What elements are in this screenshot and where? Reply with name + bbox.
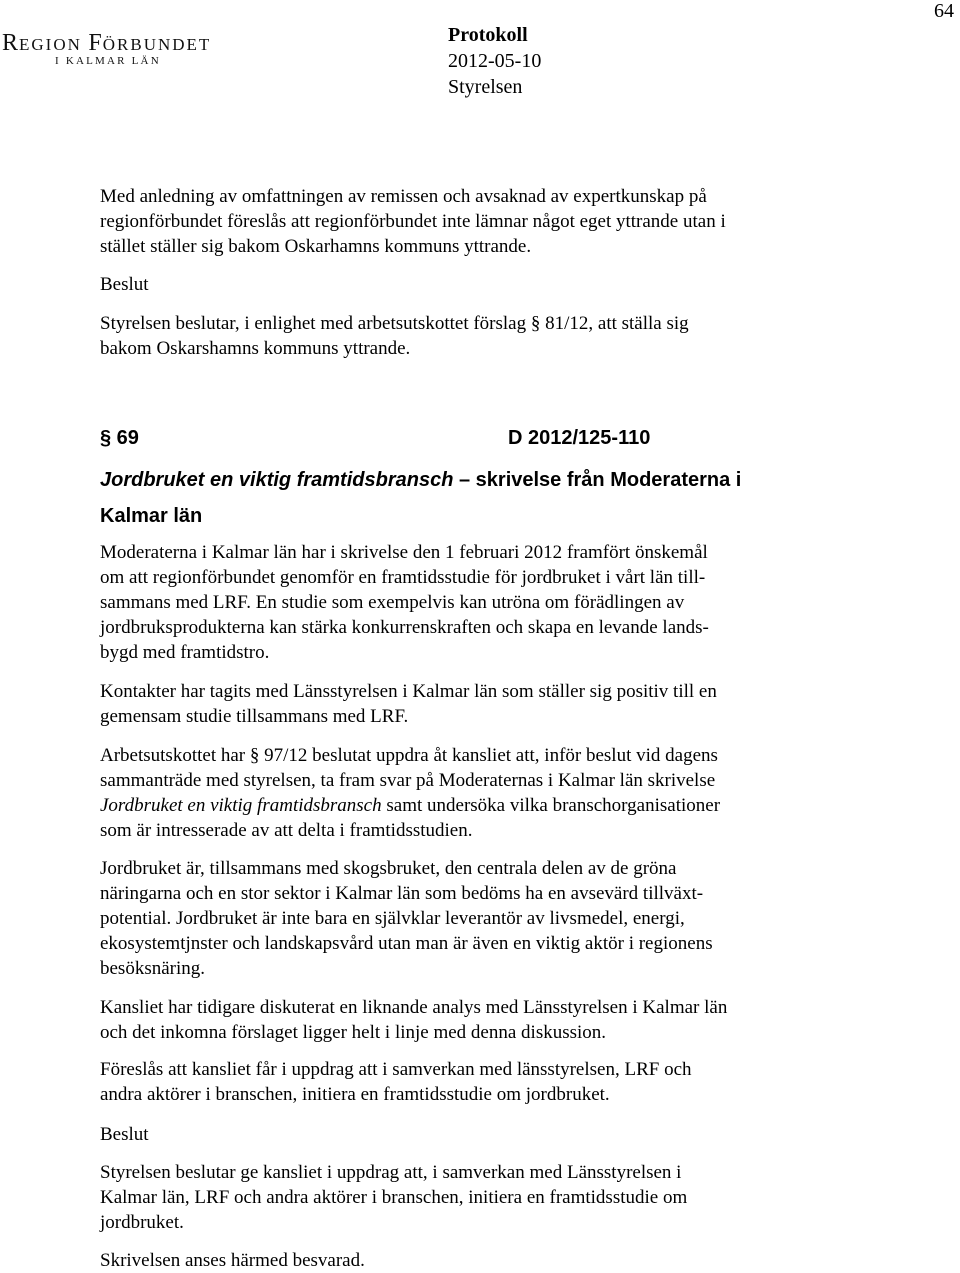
logo-word-orbundet: ÖRBUNDET xyxy=(102,35,212,54)
logo-letter-f: F xyxy=(88,30,103,56)
text-line: stället ställer sig bakom Oskarhamns kommuns yttrande. xyxy=(100,236,532,257)
section-header xyxy=(100,427,700,455)
text-line: Jordbruket är, tillsammans med skogsbruket, den centrala delen av de gröna xyxy=(100,858,677,879)
text-line: jordbruket. xyxy=(100,1212,184,1233)
paragraph-8: Skrivelsen anses härmed besvarad. xyxy=(100,1250,365,1271)
text-line: sammans med LRF. En studie som exempelvis kan utröna om förädlingen av xyxy=(100,592,685,613)
text-line: Kansliet har tidigare diskuterat en liknande analys med Länsstyrelsen i Kalmar län xyxy=(100,997,728,1018)
text-line: Föreslås att kansliet får i uppdrag att i samverkan med länsstyrelsen, LRF och xyxy=(100,1059,692,1080)
text-line: Med anledning av omfattningen av remissen och avsaknad av expertkunskap på xyxy=(100,186,707,207)
text-line: Kalmar län, LRF och andra aktörer i branschen, initiera en framtidsstudie om xyxy=(100,1187,688,1208)
beslut-heading-2: Beslut xyxy=(100,1124,149,1145)
paragraph-5 xyxy=(100,995,860,1045)
paragraph-3 xyxy=(100,743,860,843)
section-title-line2: Kalmar län xyxy=(100,505,203,527)
intro-paragraph xyxy=(100,184,860,259)
diarie-number: D 2012/125-110 xyxy=(508,427,651,449)
logo-word-egion: EGION xyxy=(19,35,82,54)
text-line: Moderaterna i Kalmar län har i skrivelse den 1 februari 2012 framfört önskemål xyxy=(100,542,708,563)
paragraph-4 xyxy=(100,856,860,981)
logo-letter-r: R xyxy=(2,30,20,56)
beslut-heading: Beslut xyxy=(100,274,149,295)
organization-logo xyxy=(2,30,211,57)
text-line: som är intresserade av att delta i framtidsstudien. xyxy=(100,820,473,841)
text-line: om att regionförbundet genomför en framtidsstudie för jordbruket i vårt län till- xyxy=(100,567,706,588)
section-title-rest: – skrivelse från Moderaterna i xyxy=(453,469,742,491)
meeting-date: 2012-05-10 xyxy=(448,50,542,72)
text-span: samt undersöka vilka branschorganisationer xyxy=(381,795,721,816)
section-number: § 69 xyxy=(100,427,139,449)
text-line: och det inkomna förslaget ligger helt i linje med denna diskussion. xyxy=(100,1022,607,1043)
page-number: 64 xyxy=(934,0,954,22)
text-line: andra aktörer i branschen, initiera en framtidsstudie om jordbruket. xyxy=(100,1084,610,1105)
section-title xyxy=(100,462,741,534)
document-title-italic: Jordbruket en viktig framtidsbransch xyxy=(100,795,382,816)
text-line: gemensam studie tillsammans med LRF. xyxy=(100,706,409,727)
text-line xyxy=(100,793,860,818)
section-title-italic: Jordbruket en viktig framtidsbransch xyxy=(100,469,454,491)
text-line: Arbetsutskottet har § 97/12 beslutat uppdra åt kansliet att, inför beslut vid dagens xyxy=(100,745,718,766)
paragraph-6 xyxy=(100,1057,860,1107)
text-line: ekosystemtjnster och landskapsvård utan man är även en viktig aktör i regionens xyxy=(100,933,713,954)
text-line: Styrelsen beslutar ge kansliet i uppdrag att, i samverkan med Länsstyrelsen i xyxy=(100,1162,682,1183)
text-line: bakom Oskarshamns kommuns yttrande. xyxy=(100,338,411,359)
paragraph-1 xyxy=(100,540,860,665)
text-line: potential. Jordbruket är inte bara en självklar leverantör av livsmedel, energi, xyxy=(100,908,685,929)
meeting-body: Styrelsen xyxy=(448,76,523,98)
text-line: bygd med framtidstro. xyxy=(100,642,270,663)
text-line: jordbruksprodukterna kan stärka konkurrenskraften och skapa en levande lands- xyxy=(100,617,709,638)
logo-subtitle: I KALMAR LÄN xyxy=(55,55,161,67)
text-line: besöksnäring. xyxy=(100,958,206,979)
text-line: sammanträde med styrelsen, ta fram svar på Moderaternas i Kalmar län skrivelse xyxy=(100,770,716,791)
paragraph-7 xyxy=(100,1160,860,1235)
text-line: regionförbundet föreslås att regionförbundet inte lämnar något eget yttrande utan i xyxy=(100,211,726,232)
text-line: Styrelsen beslutar, i enlighet med arbetsutskottet förslag § 81/12, att ställa sig xyxy=(100,313,689,334)
text-line: Kontakter har tagits med Länsstyrelsen i Kalmar län som ställer sig positiv till en xyxy=(100,681,717,702)
paragraph-2 xyxy=(100,679,860,729)
document-type: Protokoll xyxy=(448,24,528,46)
intro-decision xyxy=(100,311,860,361)
text-line: näringarna och en stor sektor i Kalmar län som bedöms ha en avsevärd tillväxt- xyxy=(100,883,704,904)
